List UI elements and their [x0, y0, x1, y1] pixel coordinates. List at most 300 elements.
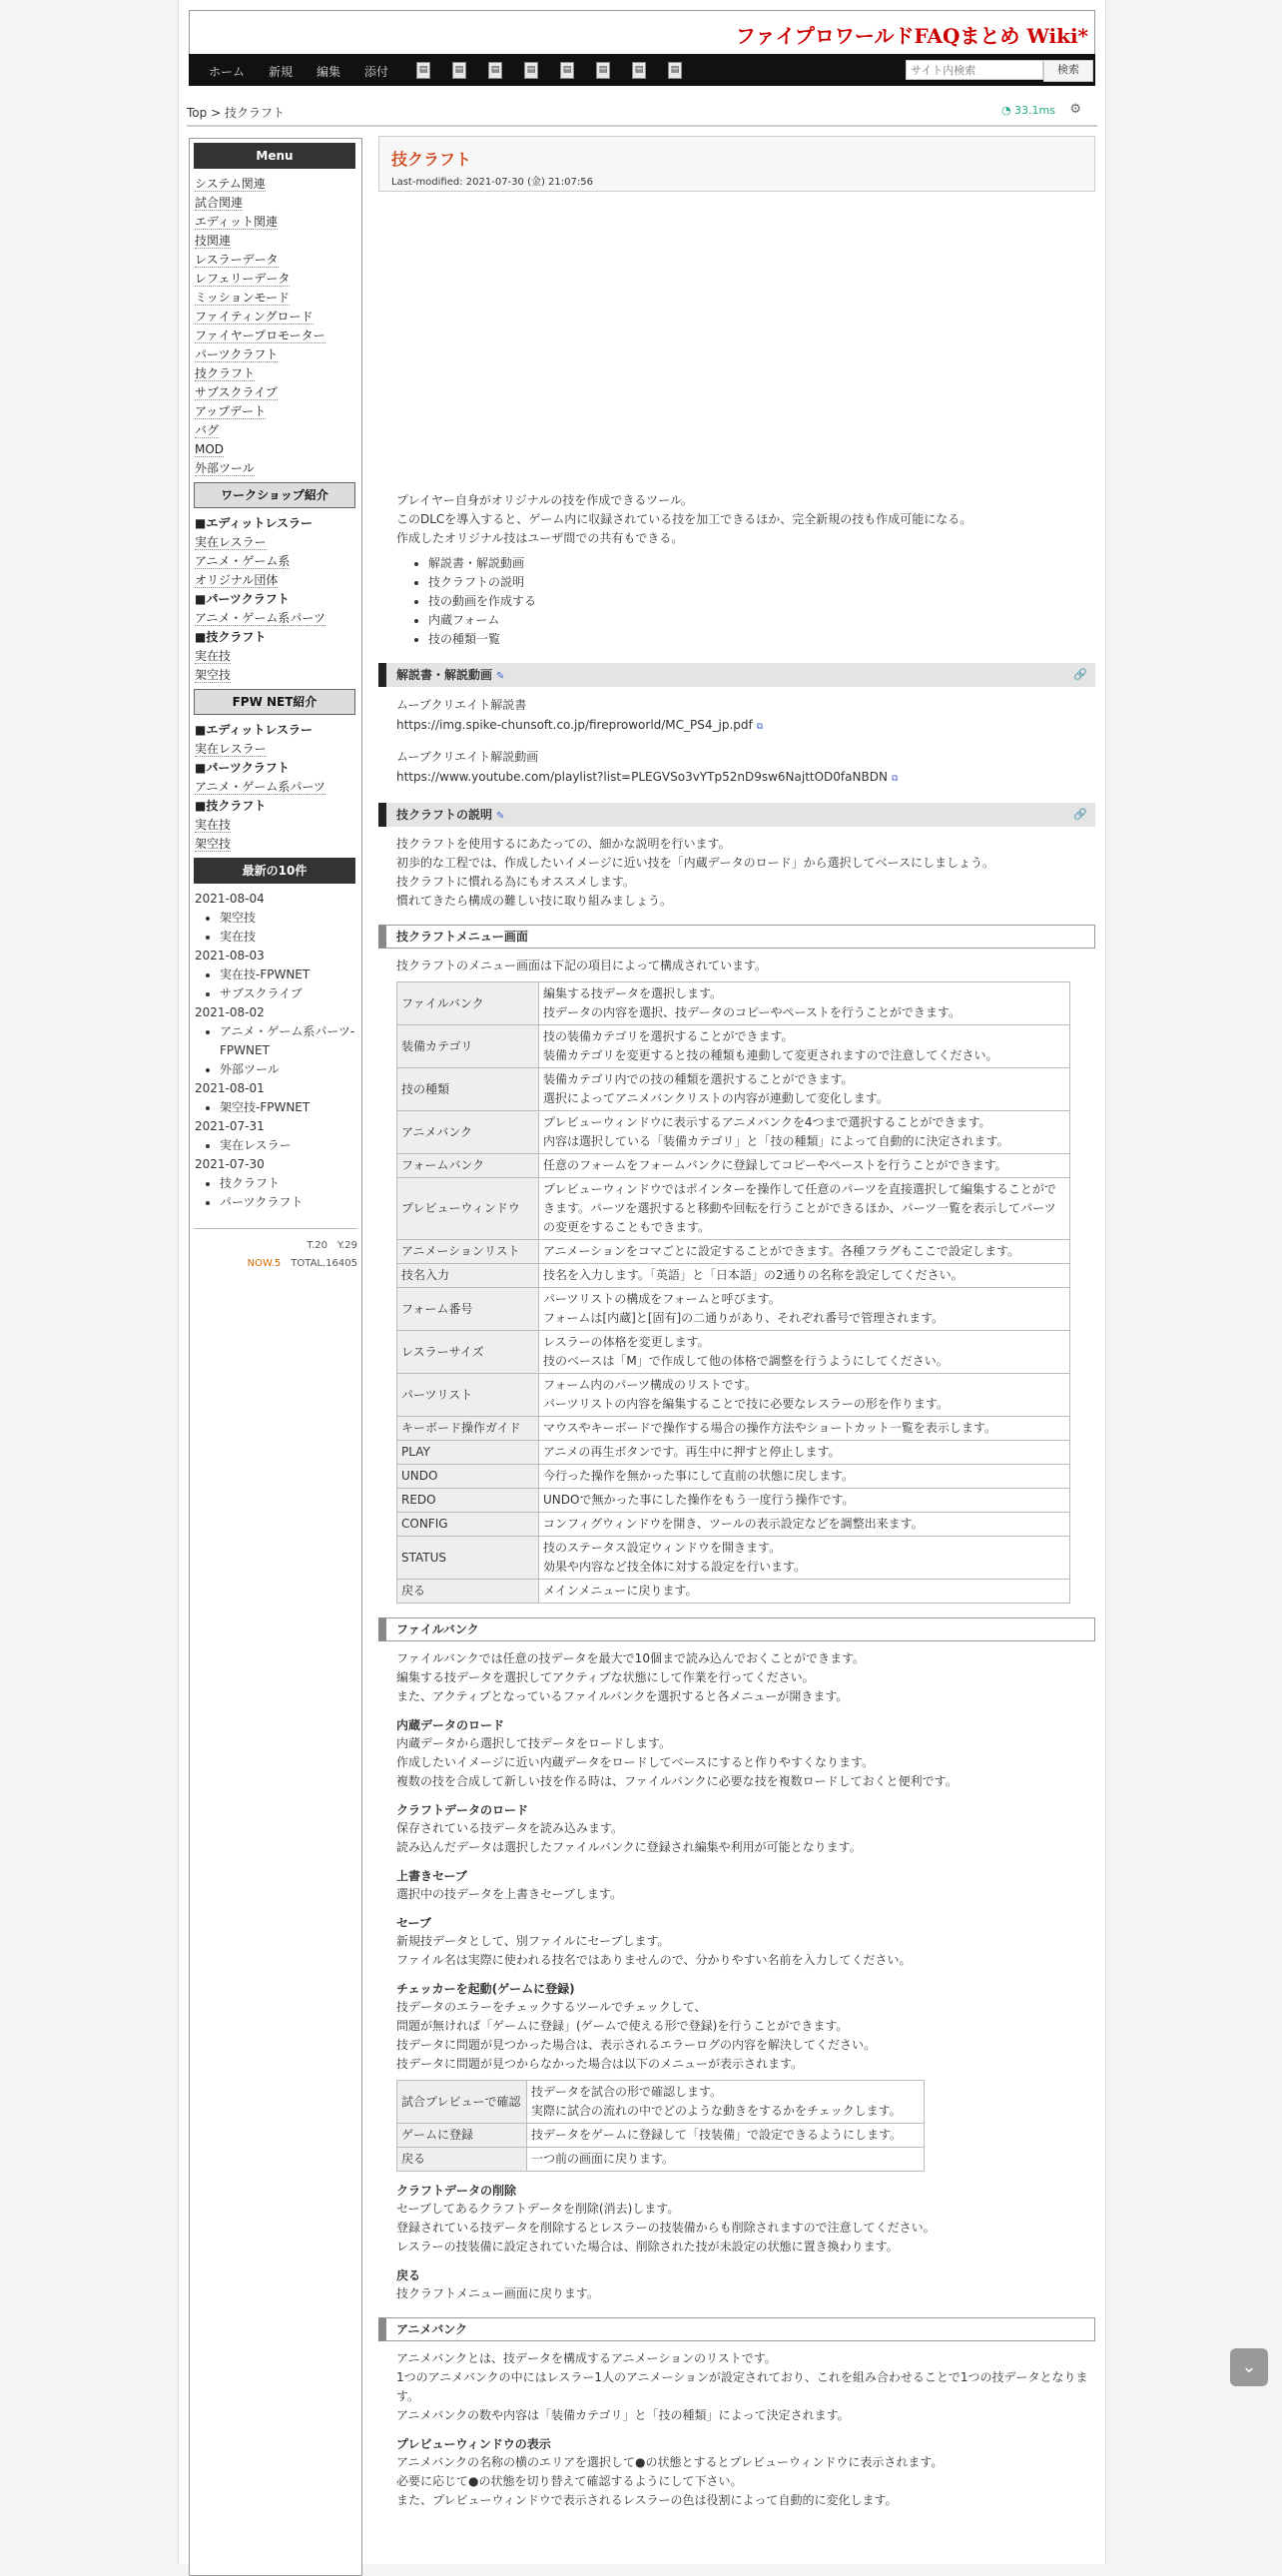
toc-link[interactable]: • 技の動画を作成する — [428, 592, 1095, 611]
table-row — [397, 1240, 1070, 1264]
page-tool-icon[interactable]: ▤ — [452, 62, 466, 79]
counter-total — [194, 1255, 357, 1273]
recent-date: 2021-07-30 — [195, 1157, 265, 1171]
nav-new-link[interactable]: 新規 — [269, 65, 294, 79]
sidebar-item-label[interactable]: 実在技 — [195, 818, 232, 832]
table-key-cell: STATUS — [397, 1537, 539, 1580]
cell-line: フォーム内のパーツ構成のリストです。 — [543, 1378, 757, 1392]
section-text — [396, 2284, 1095, 2303]
recent-item[interactable]: • サブスクライブ — [220, 984, 361, 1003]
recent-list — [190, 1174, 361, 1212]
section-title: 技クラフトの説明 — [396, 808, 493, 822]
section-text — [396, 1819, 1095, 1857]
table-key-cell: フォームバンク — [397, 1154, 539, 1178]
sidebar-link[interactable] — [195, 552, 361, 571]
subsection-heading: 技クラフトメニュー画面 — [378, 925, 1095, 949]
cell-line: 編集する技データを選択します。 — [543, 986, 723, 1000]
recent-date: 2021-08-01 — [195, 1081, 265, 1095]
counter-now: NOW.5 — [247, 1258, 282, 1269]
cell-line: 技の装備カテゴリを選択することができます。 — [543, 1029, 794, 1043]
manual-label: ムーブクリエイト解説書 — [396, 698, 527, 712]
text-line: 技データのエラーをチェックするツールでチェックして、 — [396, 2000, 707, 2014]
sidebar-item-label: ■エディットレスラー — [195, 723, 314, 737]
external-link-icon: ⧉ — [756, 722, 764, 732]
recent-list — [190, 1022, 361, 1079]
render-time — [1001, 104, 1055, 117]
page-tool-icon[interactable]: ▤ — [632, 62, 646, 79]
table-value-cell — [539, 1580, 1070, 1604]
sidebar-link[interactable] — [195, 421, 361, 440]
sidebar-item-label[interactable]: 実在レスラー — [195, 742, 267, 756]
table-row — [397, 2081, 925, 2124]
sidebar-link[interactable] — [195, 345, 361, 364]
page-tool-icon[interactable]: ▤ — [668, 62, 682, 79]
cell-line: レスラーの体格を変更します。 — [543, 1335, 710, 1349]
sidebar-item-label[interactable]: アニメ・ゲーム系 — [195, 554, 291, 568]
table-value-cell — [539, 1178, 1070, 1240]
cell-line: UNDOで無かった事にした操作をもう一度行う操作です。 — [543, 1493, 855, 1507]
cell-line: 装備カテゴリ内での技の種類を選択することができます。 — [543, 1072, 854, 1086]
text-line: また、アクティブとなっているファイルバンクを選択すると各メニューが開きます。 — [396, 1689, 849, 1703]
table-key-cell: レスラーサイズ — [397, 1331, 539, 1374]
recent-date: 2021-08-03 — [195, 949, 265, 963]
table-row — [397, 1068, 1070, 1111]
table-row — [397, 1264, 1070, 1288]
table-value-cell — [539, 1489, 1070, 1513]
recent-item[interactable]: • 架空技-FPWNET — [220, 1098, 361, 1117]
cell-line: 技名を入力します。「英語」と「日本語」の2通りの名称を設定してください。 — [543, 1268, 963, 1282]
text-line: 技データに問題が見つかった場合は、表示されるエラーログの内容を解決してください。 — [396, 2038, 877, 2052]
sidebar-link[interactable] — [195, 740, 361, 759]
site-title[interactable]: ファイプロワールドFAQまとめ Wiki* — [735, 24, 1088, 48]
table-value-cell — [527, 2081, 925, 2124]
table-value-cell — [539, 1154, 1070, 1178]
sidebar-item-label[interactable]: レスラーデータ — [195, 253, 279, 267]
scroll-down-button[interactable] — [1230, 2348, 1268, 2386]
sidebar-item-label[interactable]: バグ — [195, 423, 220, 437]
section-title: 解説書・解説動画 — [396, 668, 493, 682]
table-value-cell — [539, 1374, 1070, 1417]
sidebar-item-label[interactable]: MOD — [195, 442, 225, 456]
sidebar-link[interactable] — [195, 835, 361, 854]
sidebar-link[interactable] — [195, 666, 361, 685]
sidebar-link[interactable] — [195, 533, 361, 552]
cell-line: 技のステータス設定ウィンドウを開きます。 — [543, 1541, 782, 1555]
sidebar-link[interactable] — [195, 213, 361, 232]
table-row — [397, 982, 1070, 1025]
page-tool-icon[interactable]: ▤ — [596, 62, 610, 79]
section-text — [396, 1649, 1095, 1706]
recent-list — [190, 1136, 361, 1155]
nav-attach-link[interactable]: 添付 — [364, 65, 389, 79]
cell-line: 選択によってアニメバンクリストの内容が連動して変化します。 — [543, 1091, 889, 1105]
gear-icon[interactable]: ⚙ — [1069, 102, 1081, 117]
cell-line: パーツリストの構成をフォームと呼びます。 — [543, 1292, 781, 1306]
table-value-cell — [539, 1111, 1070, 1154]
page-tool-icon[interactable]: ▤ — [416, 62, 430, 79]
cell-line: フォームは[内蔵]と[固有]の二通りがあり、それぞれ番号で管理されます。 — [543, 1311, 945, 1325]
table-key-cell: UNDO — [397, 1465, 539, 1489]
sidebar-item-label[interactable]: アニメ・ゲーム系パーツ — [195, 611, 325, 625]
text-line: 保存されている技データを読み込みます。 — [396, 1821, 624, 1835]
section-text — [396, 835, 1095, 911]
sidebar-item-label: ■パーツクラフト — [195, 592, 290, 606]
text-line: アニメバンクの名称の横のエリアを選択して●の状態とするとプレビューウィンドウに表示されます。 — [396, 2455, 944, 2469]
table-row — [397, 1178, 1070, 1240]
checker-table — [396, 2080, 925, 2172]
fpwnet-heading: FPW NET紹介 — [194, 689, 355, 715]
sidebar — [189, 138, 362, 2576]
breadcrumb-top-link[interactable]: Top — [187, 106, 208, 120]
intro-text — [396, 491, 1095, 548]
sidebar-link[interactable] — [195, 251, 361, 270]
page-container — [178, 0, 1106, 2564]
sidebar-item-label[interactable]: 架空技 — [195, 837, 232, 851]
table-row — [397, 1025, 1070, 1068]
manual-url-text[interactable]: https://img.spike-chunsoft.co.jp/fireproworld/MC_PS4_jp.pdf — [396, 718, 753, 732]
sidebar-item-label[interactable]: 外部ツール — [195, 461, 255, 475]
cell-line: コンフィグウィンドウを開き、ツールの表示設定などを調整出来ます。 — [543, 1517, 924, 1531]
table-key-cell: パーツリスト — [397, 1374, 539, 1417]
sidebar-link[interactable] — [195, 326, 361, 345]
cell-line: アニメの再生ボタンです。再生中に押すと停止します。 — [543, 1445, 841, 1459]
page-tool-icon[interactable]: ▤ — [560, 62, 574, 79]
section-heading — [378, 663, 1095, 687]
text-line: このDLCを導入すると、ゲーム内に収録されている技を加工できるほか、完全新規の技も作成可能になる。 — [396, 512, 972, 526]
title-box — [378, 136, 1095, 192]
cell-line: 任意のフォームをフォームバンクに登録してコピーやペーストを行うことができます。 — [543, 1158, 1007, 1172]
table-row — [397, 1580, 1070, 1604]
recent-heading: 最新の10件 — [194, 858, 355, 884]
text-line: 技クラフトに慣れる為にもオススメします。 — [396, 875, 635, 889]
recent-updates — [190, 890, 361, 1212]
sidebar-item-label[interactable]: 技クラフト — [195, 366, 256, 380]
text-line: セーブしてあるクラフトデータを削除(消去)します。 — [396, 2202, 680, 2216]
sidebar-link[interactable] — [195, 816, 361, 835]
recent-item[interactable]: • 外部ツール — [220, 1060, 361, 1079]
text-line: レスラーの技装備に設定されていた場合は、削除された技が未設定の状態に置き換わります。 — [396, 2240, 899, 2254]
cell-line: パーツリストの内容を編集することで技に必要なレスラーの形を作ります。 — [543, 1397, 949, 1411]
subsection-heading: ファイルバンク — [378, 1617, 1095, 1641]
sidebar-item-label[interactable]: レフェリーデータ — [195, 272, 291, 286]
sidebar-link[interactable] — [195, 364, 361, 383]
subhead: 内蔵データのロード — [396, 1718, 505, 1732]
table-row — [397, 1417, 1070, 1441]
text-line: 編集する技データを選択してアクティブな状態にして作業を行ってください。 — [396, 1670, 815, 1684]
sidebar-item-label[interactable]: 実在レスラー — [195, 535, 267, 549]
table-value-cell — [539, 1240, 1070, 1264]
anchor-link-icon[interactable]: 🔗 — [1073, 668, 1087, 681]
recent-item[interactable]: • 実在技 — [220, 928, 361, 947]
sidebar-item-label: ■技クラフト — [195, 799, 267, 813]
cell-line: 装備カテゴリを変更すると技の種類も連動して変更されますので注意してください。 — [543, 1048, 998, 1062]
sidebar-item-label[interactable]: アニメ・ゲーム系パーツ — [195, 780, 325, 794]
text-line: 1つのアニメバンクの中にはレスラー1人のアニメーションが設定されており、これを組み合わせることで1つの技データとなります。 — [396, 2370, 1088, 2403]
table-value-cell — [539, 1025, 1070, 1068]
table-value-cell — [539, 1441, 1070, 1465]
subsection-heading: アニメバンク — [378, 2317, 1095, 2341]
table-key-cell: ゲームに登録 — [397, 2124, 527, 2148]
cell-line: 一つ前の画面に戻ります。 — [531, 2152, 675, 2166]
cell-line: 今行った操作を無かった事にして直前の状態に戻します。 — [543, 1469, 855, 1483]
recent-item[interactable]: • 架空技 — [220, 909, 361, 928]
table-key-cell: プレビューウィンドウ — [397, 1178, 539, 1240]
table-key-cell: 技の種類 — [397, 1068, 539, 1111]
text-line: 複数の技を合成して新しい技を作る時は、ファイルバンクに必要な技を複数ロードしておくと便利です。 — [396, 1774, 958, 1788]
chevron-down-icon: ⌄ — [1241, 2356, 1257, 2377]
breadcrumb-separator: > — [211, 106, 222, 120]
search-input[interactable] — [906, 60, 1043, 80]
table-row — [397, 2124, 925, 2148]
nav-home-link[interactable]: ホーム — [209, 65, 246, 79]
sidebar-link[interactable] — [195, 270, 361, 289]
table-row — [397, 1374, 1070, 1417]
sidebar-group-label — [195, 759, 361, 778]
table-key-cell: 技名入力 — [397, 1264, 539, 1288]
sidebar-item-label[interactable]: アップデート — [195, 404, 267, 418]
table-row — [397, 1513, 1070, 1537]
text-line: 必要に応じて●の状態を切り替えて確認するようにして下さい。 — [396, 2474, 743, 2488]
recent-item[interactable]: • パーツクラフト — [220, 1193, 361, 1212]
section-text — [396, 2349, 1095, 2425]
menu-list — [195, 175, 361, 478]
sidebar-item-label[interactable]: システム関連 — [195, 177, 266, 191]
table-key-cell: REDO — [397, 1489, 539, 1513]
menu-heading: Menu — [194, 143, 355, 169]
sidebar-item-label[interactable]: 技関連 — [195, 234, 232, 248]
sidebar-item-label: ■技クラフト — [195, 630, 267, 644]
subhead: チェッカーを起動(ゲームに登録) — [396, 1982, 575, 1996]
table-key-cell: 戻る — [397, 2148, 527, 2172]
text-line: 作成したオリジナル技はユーザ間での共有もできる。 — [396, 531, 684, 545]
text-line: ファイル名は実際に使われる技名ではありませんので、分かりやすい名前を入力してください。 — [396, 1953, 912, 1967]
sidebar-item-label[interactable]: オリジナル団体 — [195, 573, 279, 587]
section-text — [396, 1885, 1095, 1904]
sidebar-link[interactable] — [195, 175, 361, 194]
table-value-cell — [527, 2124, 925, 2148]
last-modified: Last-modified: 2021-07-30 (金) 21:07:56 — [391, 177, 593, 188]
manual-url[interactable] — [396, 715, 1095, 737]
text-line: アニメバンクとは、技データを構成するアニメーションのリストです。 — [396, 2351, 777, 2365]
sidebar-item-label[interactable]: サブスクライブ — [195, 385, 278, 399]
toc-link[interactable]: • 技の種類一覧 — [428, 630, 1095, 649]
table-row — [397, 1111, 1070, 1154]
sidebar-link[interactable] — [195, 383, 361, 402]
sidebar-link[interactable] — [195, 402, 361, 421]
text-line: プレイヤー自身がオリジナルの技を作成できるツール。 — [396, 493, 693, 507]
recent-list — [190, 1098, 361, 1117]
ad-space — [378, 192, 1095, 491]
cell-line: 実際に試合の流れの中でどのような動きをするかをチェックします。 — [531, 2104, 902, 2118]
sidebar-link[interactable] — [195, 232, 361, 251]
text-line: 選択中の技データを上書きセーブします。 — [396, 1887, 622, 1901]
table-row — [397, 1441, 1070, 1465]
page-title: 技クラフト — [391, 150, 472, 169]
table-key-cell: キーボード操作ガイド — [397, 1417, 539, 1441]
recent-item[interactable]: • 技クラフト — [220, 1174, 361, 1193]
cell-line: プレビューウィンドウに表示するアニメバンクを4つまで選択することができます。 — [543, 1115, 991, 1129]
page-tool-icon[interactable]: ▤ — [488, 62, 502, 79]
cell-line: プレビューウィンドウではポインターを操作して任意のパーツを直接選択して編集することができます。パーツを選択すると移動や回転を行うことができるほか、パーツ一覧を表示してパーツの変更をすることもできます。 — [543, 1182, 1056, 1234]
sidebar-item-label[interactable]: ファイヤープロモーター — [195, 328, 325, 342]
render-time-text: 33.1ms — [1014, 104, 1055, 117]
table-value-cell — [539, 1068, 1070, 1111]
page-tool-icon[interactable]: ▤ — [524, 62, 538, 79]
text-line: 技クラフトを使用するにあたっての、細かな説明を行います。 — [396, 837, 731, 851]
sidebar-item-label[interactable]: 架空技 — [195, 668, 232, 682]
text-line: 内蔵データから選択して技データをロードします。 — [396, 1736, 672, 1750]
search-button[interactable]: 検索 — [1043, 60, 1093, 82]
sidebar-link[interactable] — [195, 609, 361, 628]
table-row — [397, 1154, 1070, 1178]
cell-line: アニメーションをコマごとに設定することができます。各種フラグもここで設定します。 — [543, 1244, 1020, 1258]
page-counter — [194, 1228, 357, 1273]
cell-line: メインメニューに戻ります。 — [543, 1584, 698, 1598]
table-value-cell — [539, 982, 1070, 1025]
table-key-cell: ファイルバンク — [397, 982, 539, 1025]
edit-icon[interactable]: ✎ — [496, 671, 505, 682]
text-line: 初歩的な工程では、作成したいイメージに近い技を「内蔵データのロード」から選択してベースにしましょう。 — [396, 856, 995, 870]
section-text — [396, 1932, 1095, 1970]
counter-total-value: TOTAL.16405 — [291, 1258, 357, 1269]
table-value-cell — [539, 1264, 1070, 1288]
sidebar-link[interactable] — [195, 459, 361, 478]
sidebar-link[interactable] — [195, 440, 361, 459]
cell-line: マウスやキーボードで操作する場合の操作方法やショートカット一覧を表示します。 — [543, 1421, 996, 1435]
toc-link[interactable]: • 解説書・解説動画 — [428, 554, 1095, 573]
video-url[interactable] — [396, 767, 1095, 789]
sidebar-link[interactable] — [195, 571, 361, 590]
cell-line: 効果や内容など技全体に対する設定を行います。 — [543, 1560, 807, 1574]
navbar — [189, 54, 1095, 86]
sidebar-item-label[interactable]: ミッションモード — [195, 291, 291, 305]
text-line: 新規技データとして、別ファイルにセーブします。 — [396, 1934, 670, 1948]
recent-list — [190, 909, 361, 947]
cell-line: 技データを試合の形で確認します。 — [531, 2085, 723, 2099]
cell-line: 技のベースは「M」で作成して他の体格で調整を行うようにしてください。 — [543, 1354, 949, 1368]
table-value-cell — [527, 2148, 925, 2172]
section-text — [396, 2453, 1095, 2510]
subhead: 上書きセーブ — [396, 1869, 467, 1883]
table-of-contents — [428, 554, 1095, 649]
subhead: 戻る — [396, 2268, 421, 2282]
fpwnet-list — [195, 721, 361, 854]
text-line: 読み込んだデータは選択したファイルバンクに登録され編集や利用が可能となります。 — [396, 1840, 862, 1854]
text-line: 問題が無ければ「ゲームに登録」(ゲームで使える形で登録)を行うことができます。 — [396, 2019, 849, 2033]
sidebar-item-label: ■エディットレスラー — [195, 516, 314, 530]
subhead: セーブ — [396, 1916, 431, 1930]
sidebar-item-label[interactable]: パーツクラフト — [195, 347, 279, 361]
text-line: 作成したいイメージに近い内蔵データをロードしてベースにすると作りやすくなります。 — [396, 1755, 875, 1769]
toc-link[interactable]: • 内蔵フォーム — [428, 611, 1095, 630]
speed-icon: ◔ — [1000, 104, 1011, 117]
sidebar-link[interactable] — [195, 778, 361, 797]
table-row — [397, 2148, 925, 2172]
section-text — [396, 1734, 1095, 1791]
sidebar-item-label: ■パーツクラフト — [195, 761, 290, 775]
table-value-cell — [539, 1288, 1070, 1331]
breadcrumb — [187, 104, 285, 121]
text-line: また、プレビューウィンドウで表示されるレスラーの色は役割によって自動的に変化します。 — [396, 2493, 898, 2507]
sidebar-link[interactable] — [195, 289, 361, 308]
table-row — [397, 1465, 1070, 1489]
recent-date: 2021-08-04 — [195, 892, 265, 906]
cell-line: 技データの内容を選択、技データのコピーやペーストを行うことができます。 — [543, 1005, 961, 1019]
section-text — [396, 1998, 1095, 2074]
sidebar-group-label — [195, 721, 361, 740]
sidebar-link[interactable] — [195, 308, 361, 326]
sidebar-link[interactable] — [195, 194, 361, 213]
recent-date: 2021-08-02 — [195, 1005, 265, 1019]
subhead: クラフトデータの削除 — [396, 2184, 517, 2198]
table-row — [397, 1489, 1070, 1513]
sidebar-group-label — [195, 628, 361, 647]
table-key-cell: フォーム番号 — [397, 1288, 539, 1331]
workshop-list — [195, 514, 361, 685]
sidebar-group-label — [195, 797, 361, 816]
toc-link[interactable]: • 技クラフトの説明 — [428, 573, 1095, 592]
subhead: クラフトデータのロード — [396, 1803, 529, 1817]
divider — [187, 125, 1097, 127]
nav-edit-link[interactable]: 編集 — [317, 65, 341, 79]
table-row — [397, 1288, 1070, 1331]
cell-line: 内容は選択している「装備カテゴリ」と「技の種類」によって自動的に決定されます。 — [543, 1134, 1009, 1148]
table-row — [397, 1537, 1070, 1580]
table-key-cell: PLAY — [397, 1441, 539, 1465]
sidebar-item-label[interactable]: 試合関連 — [195, 196, 244, 210]
recent-item[interactable]: • アニメ・ゲーム系パーツ-FPWNET — [220, 1022, 361, 1060]
table-key-cell: アニメーションリスト — [397, 1240, 539, 1264]
edit-icon[interactable]: ✎ — [496, 811, 505, 822]
text-line: 技データに問題が見つからなかった場合は以下のメニューが表示されます。 — [396, 2057, 804, 2071]
sidebar-item-label[interactable]: エディット関連 — [195, 215, 279, 229]
text-line: 登録されている技データを削除するとレスラーの技装備からも削除されますので注意してください。 — [396, 2221, 936, 2235]
filebank-subsections — [378, 1716, 1095, 2074]
table-key-cell: 試合プレビューで確認 — [397, 2081, 527, 2124]
sidebar-item-label[interactable]: ファイティングロード — [195, 310, 314, 323]
table-key-cell: CONFIG — [397, 1513, 539, 1537]
workshop-heading: ワークショップ紹介 — [194, 482, 355, 508]
sidebar-item-label[interactable]: 実在技 — [195, 649, 232, 663]
text-line: 技クラフトメニュー画面に戻ります。 — [396, 2286, 599, 2300]
recent-date: 2021-07-31 — [195, 1119, 265, 1133]
table-key-cell: アニメバンク — [397, 1111, 539, 1154]
table-key-cell: 装備カテゴリ — [397, 1025, 539, 1068]
table-row — [397, 1331, 1070, 1374]
subhead: プレビューウィンドウの表示 — [396, 2437, 551, 2451]
site-header — [189, 10, 1095, 54]
table-key-cell: 戻る — [397, 1580, 539, 1604]
external-link-icon: ⧉ — [891, 774, 899, 784]
text-line: 慣れてきたら構成の難しい技に取り組みましょう。 — [396, 894, 673, 908]
recent-list — [190, 966, 361, 1003]
recent-item[interactable]: • 実在レスラー — [220, 1136, 361, 1155]
main-content — [378, 136, 1095, 2510]
video-url-text[interactable]: https://www.youtube.com/playlist?list=PLEGVSo3vYTp52nD9sw6NajttOD0faNBDN — [396, 770, 888, 784]
breadcrumb-current: 技クラフト — [224, 106, 285, 120]
table-value-cell — [539, 1417, 1070, 1441]
menu-table — [396, 981, 1070, 1604]
text-line: ファイルバンクでは任意の技データを最大で10個まで読み込んでおくことができます。 — [396, 1651, 865, 1665]
counter-today-yesterday: T.20 Y.29 — [307, 1240, 357, 1251]
table-value-cell — [539, 1465, 1070, 1489]
anchor-link-icon[interactable]: 🔗 — [1073, 808, 1087, 821]
section-text: 技クラフトのメニュー画面は下記の項目によって構成されています。 — [396, 959, 768, 972]
table-value-cell — [539, 1513, 1070, 1537]
recent-item[interactable]: • 実在技-FPWNET — [220, 966, 361, 984]
section-heading — [378, 803, 1095, 827]
sidebar-link[interactable] — [195, 647, 361, 666]
